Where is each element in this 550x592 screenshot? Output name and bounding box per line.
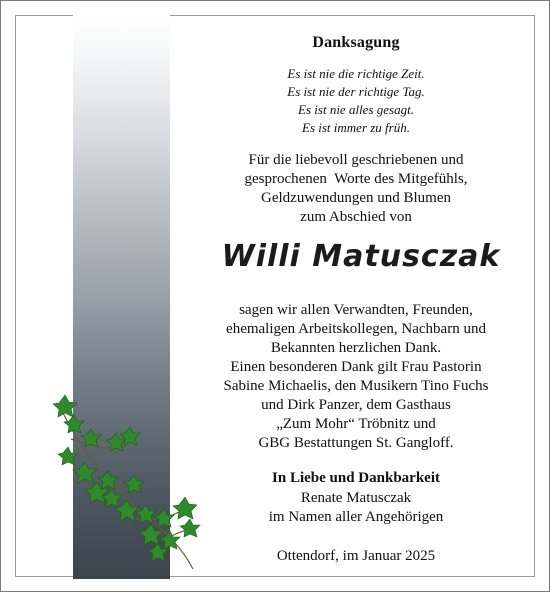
signature-line: Renate Matusczak bbox=[300, 490, 412, 506]
poem-line: Es ist nie der richtige Tag. bbox=[287, 84, 425, 99]
poem-block bbox=[191, 65, 521, 137]
thanks-line: und Dirk Panzer, dem Gasthaus bbox=[261, 397, 451, 413]
intro-line: gesprochenen Worte des Mitgefühls, bbox=[244, 171, 468, 187]
notice-title: Danksagung bbox=[312, 34, 400, 51]
intro-line: Für die liebevoll geschriebenen und bbox=[248, 152, 464, 168]
thanks-line: Bekannten herzlichen Dank. bbox=[270, 340, 442, 356]
thanks-line: Einen besonderen Dank gilt Frau Pastorin bbox=[230, 359, 482, 375]
intro-line: Geldzuwendungen und Blumen bbox=[261, 190, 451, 206]
thanks-line: ehemaligen Arbeitskollegen, Nachbarn und bbox=[226, 321, 486, 337]
thanks-line: GBG Bestattungen St. Gangloff. bbox=[258, 435, 454, 451]
intro-paragraph bbox=[191, 151, 521, 227]
place-date: Ottendorf, im Januar 2025 bbox=[276, 548, 436, 564]
thanks-line: sagen wir allen Verwandten, Freunden, bbox=[239, 302, 473, 318]
closing-title: In Liebe und Dankbarkeit bbox=[272, 470, 440, 486]
thanks-line: „Zum Mohr“ Tröbnitz und bbox=[276, 416, 436, 432]
deceased-name: Willi Matusczak bbox=[221, 239, 501, 274]
poem-line: Es ist nie alles gesagt. bbox=[298, 102, 414, 117]
thanks-line: Sabine Michaelis, den Musikern Tino Fuchs bbox=[223, 378, 489, 394]
poem-line: Es ist immer zu früh. bbox=[302, 120, 410, 135]
thanks-paragraph bbox=[191, 301, 521, 453]
ivy-leaf-icon bbox=[41, 391, 211, 581]
intro-line: zum Abschied von bbox=[300, 209, 412, 225]
closing-block bbox=[191, 489, 521, 527]
poem-line: Es ist nie die richtige Zeit. bbox=[287, 66, 425, 81]
signature-line: im Namen aller Angehörigen bbox=[268, 509, 444, 525]
